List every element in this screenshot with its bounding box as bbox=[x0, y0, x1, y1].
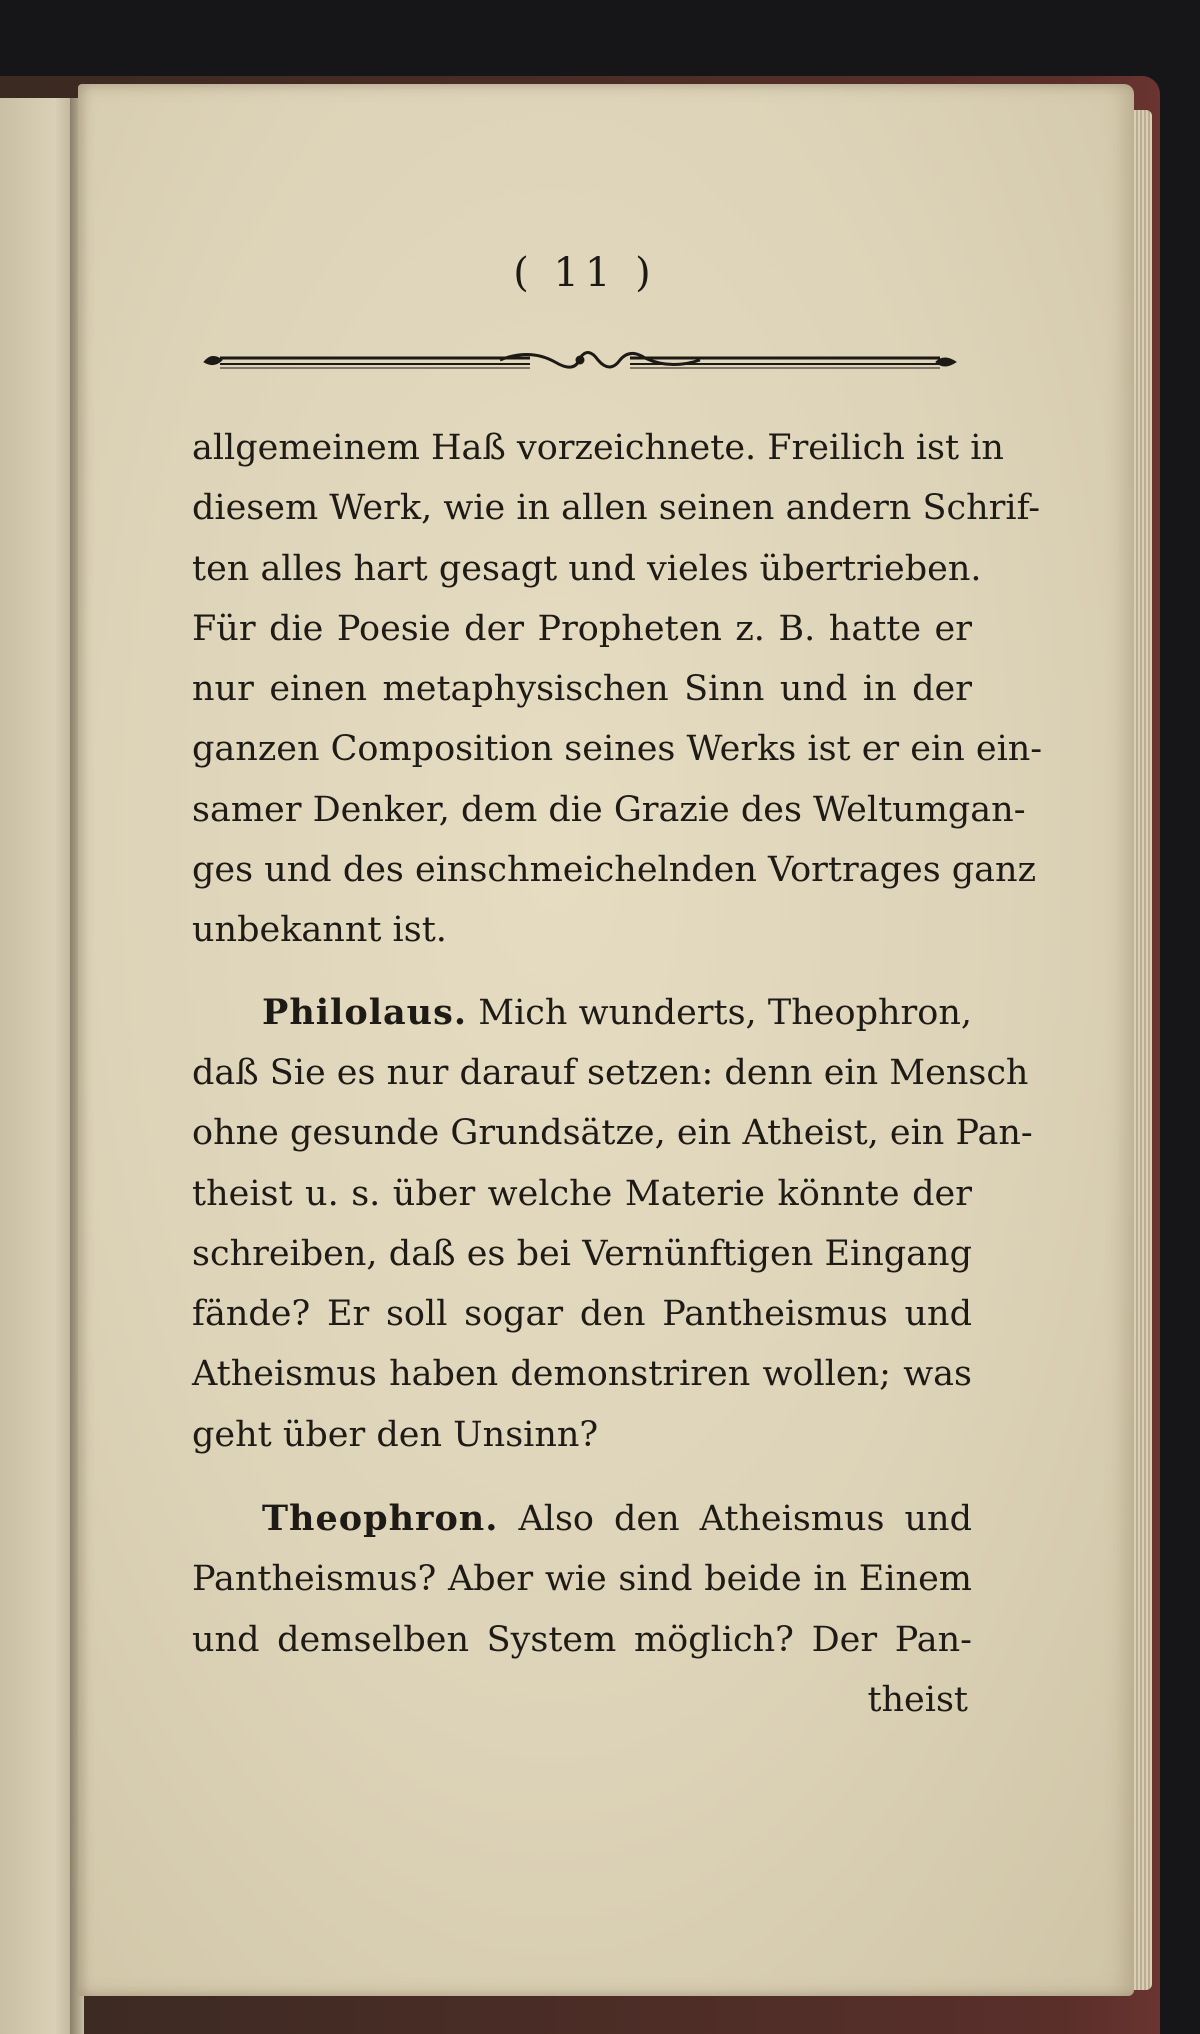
ornamental-rule bbox=[200, 340, 960, 384]
text-line: Für die Poesie der Propheten z. B. hatte er bbox=[192, 608, 972, 649]
page-number-header: ( 11 ) bbox=[513, 250, 657, 296]
text-line: ten alles hart gesagt und vieles übertrieben. bbox=[192, 548, 982, 589]
paragraph-2 bbox=[192, 983, 1033, 1465]
speaker-name: Philolaus. bbox=[262, 991, 468, 1033]
text-line: Pantheismus? Aber wie sind beide in Einem bbox=[192, 1559, 972, 1600]
text-line: allgemeinem Haß vorzeichnete. Freilich ist in bbox=[192, 428, 1004, 468]
text-line: ges und des einschmeichelnden Vortrages ganz bbox=[192, 850, 1037, 891]
speaker-name: Theophron. bbox=[262, 1498, 499, 1540]
left-page-edge bbox=[0, 98, 78, 2034]
dialogue-first-line bbox=[192, 983, 972, 1043]
text-line: und demselben System möglich? Der Pan- bbox=[192, 1619, 972, 1660]
text-line: fände? Er soll sogar den Pantheismus und bbox=[192, 1294, 972, 1335]
text-line: daß Sie es nur darauf setzen: denn ein Mensch bbox=[192, 1052, 1029, 1093]
text-line: diesem Werk, wie in allen seinen andern Schrif- bbox=[192, 488, 1041, 529]
text-line: Atheismus haben demonstriren wollen; was bbox=[192, 1354, 972, 1395]
paragraph-3 bbox=[192, 1489, 972, 1670]
text-line: unbekannt ist. bbox=[192, 910, 447, 951]
text-line: geht über den Unsinn? bbox=[192, 1414, 599, 1455]
text-line: theist u. s. über welche Materie könnte der bbox=[192, 1173, 972, 1214]
text-span: Mich wunderts, Theophron, bbox=[478, 992, 972, 1033]
text-line: samer Denker, dem die Grazie des Weltumgan- bbox=[192, 789, 1026, 830]
paragraph-1 bbox=[192, 418, 1043, 961]
dialogue-first-line bbox=[192, 1489, 972, 1549]
text-line: ohne gesunde Grundsätze, ein Atheist, ein Pan- bbox=[192, 1113, 1033, 1154]
text-span: Also den Atheismus und bbox=[518, 1499, 972, 1540]
catchword: theist bbox=[867, 1679, 968, 1720]
text-line: nur einen metaphysischen Sinn und in der bbox=[192, 669, 972, 710]
text-line: ganzen Composition seines Werks ist er ein ein- bbox=[192, 729, 1043, 770]
text-line: schreiben, daß es bei Vernünftigen Eingang bbox=[192, 1233, 972, 1274]
page-body bbox=[192, 418, 1043, 1730]
